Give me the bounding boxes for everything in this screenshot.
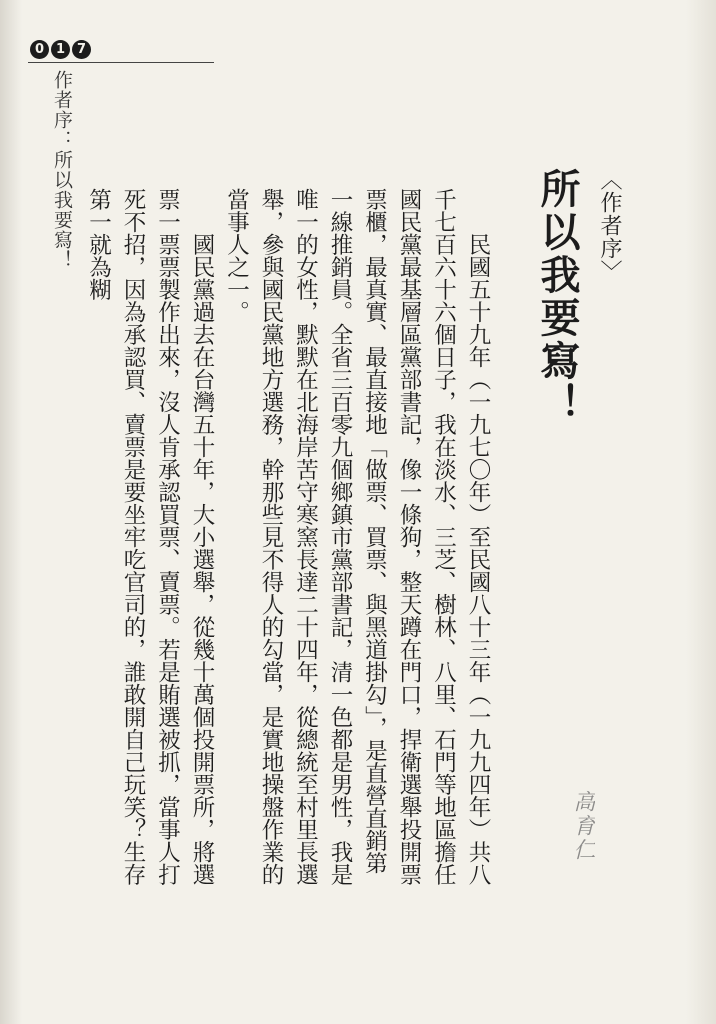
title-block bbox=[534, 168, 625, 448]
page-gutter-shadow bbox=[0, 0, 22, 1024]
paragraph: 國民黨過去在台灣五十年，大小選舉，從幾十萬個投開票所，將選票一票票製作出來，沒人肯承認買票、賣票。若是賄選被抓，當事人打死不招，因為承認買、賣票是要坐牢吃官司的，誰敢開自己玩笑？生存第一就為糊 bbox=[85, 188, 215, 886]
page-number-digit: 0 bbox=[30, 40, 49, 59]
author-signature: 高育仁 bbox=[570, 790, 595, 862]
page-number-digit: 7 bbox=[72, 40, 91, 59]
page-edge-shadow bbox=[686, 0, 716, 1024]
paragraph: 民國五十九年（一九七〇年）至民國八十三年（一九九四年）共八千七百六十六個日子，我在淡水、三芝、樹林、八里、石門等地區擔任國民黨最基層區黨部書記，像一條狗，整天蹲在門口，捍衛選舉投開票票櫃，最真實、最直接地「做票、買票、與黑道掛勾」，是直營直銷第一線推銷員。全省三百零九個鄉鎮市黨部書記，清一色都是男性，我是唯一的女性，默默在北海岸苦守寒窯長達二十四年，從總統至村里長選舉，參與國民黨地方選務，幹那些見不得人的勾當，是實地操盤作業的當事人之一。 bbox=[223, 188, 491, 886]
page-title: 所以我要寫！ bbox=[534, 168, 580, 426]
page-number-digit: 1 bbox=[51, 40, 70, 59]
header-rule bbox=[28, 62, 214, 63]
title-kicker: 〈作者序〉 bbox=[597, 168, 622, 283]
body-text bbox=[85, 188, 495, 888]
page-number bbox=[30, 40, 91, 59]
running-head: 作者序：所以我要寫！ bbox=[51, 70, 73, 270]
